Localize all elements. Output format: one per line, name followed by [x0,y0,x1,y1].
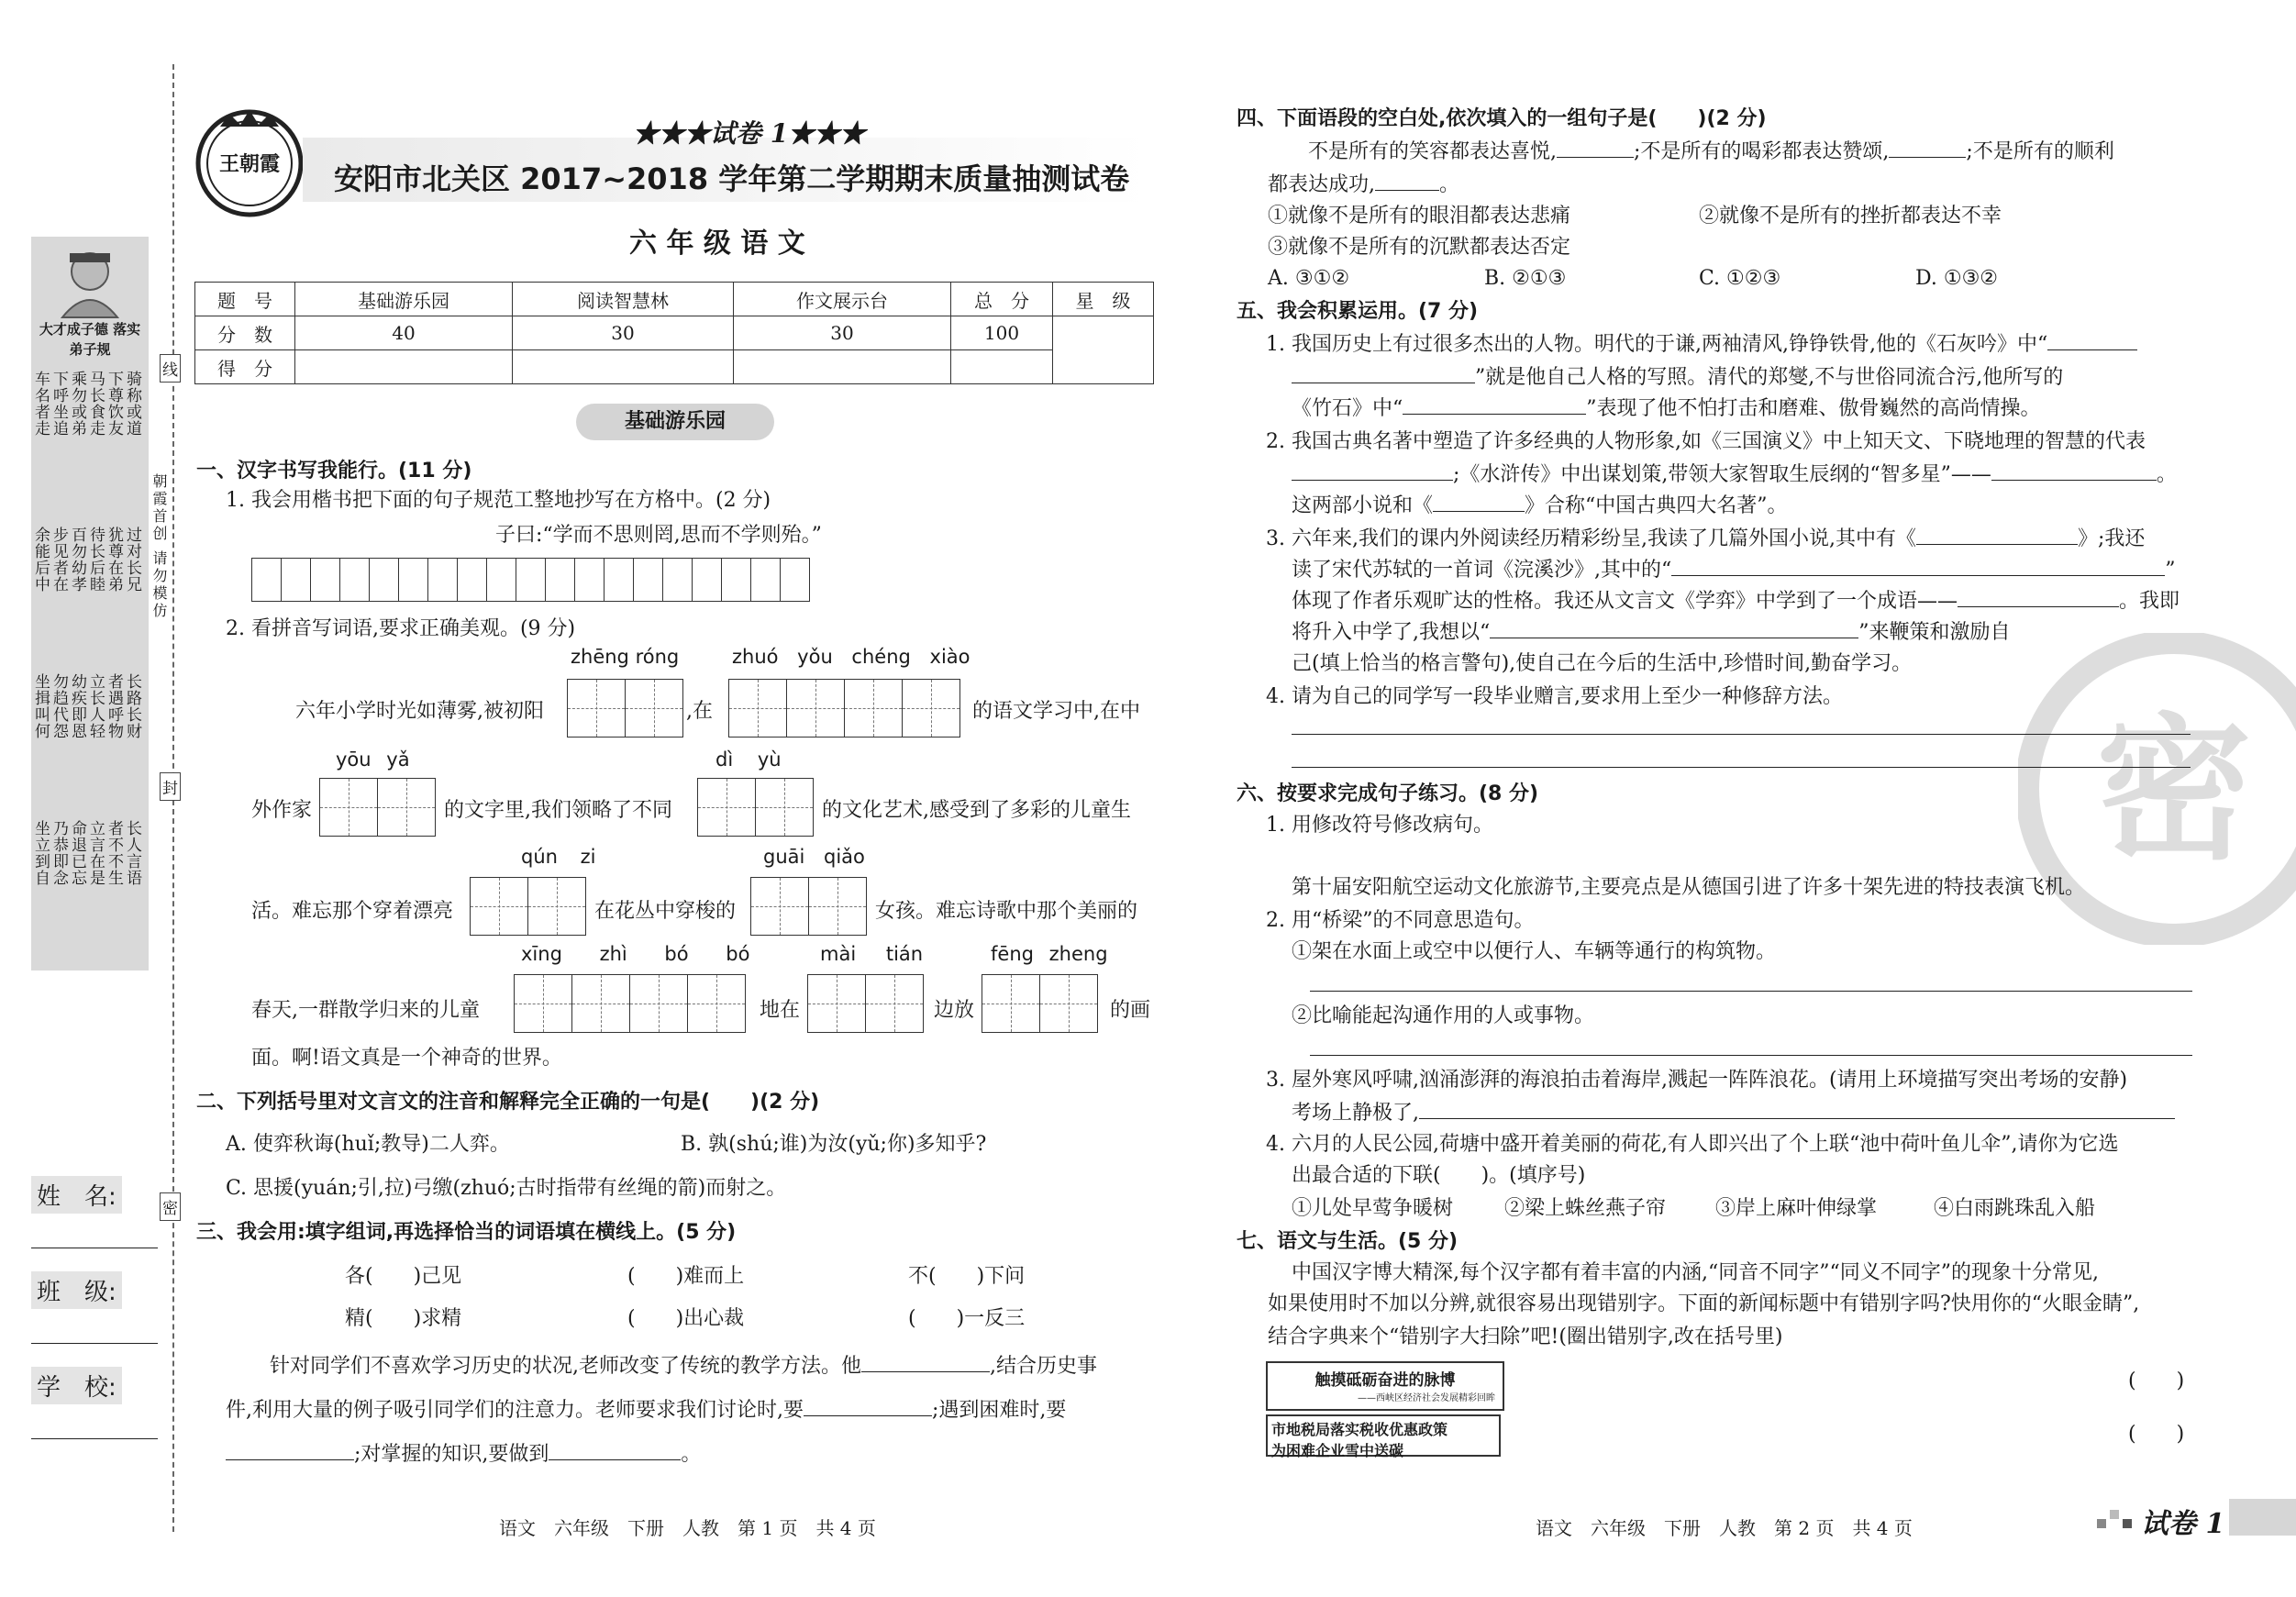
q4-option-1: ①就像不是所有的眼泪都表达悲痛 [1268,205,1571,227]
q5-text: 1. 我国历史上有过很多杰出的人物。明代的于谦,两袖清风,铮铮铁骨,他的《石灰吟》中“ [1266,333,2048,356]
school-field[interactable] [31,1438,158,1439]
pinyin-label: xīng zhì bó bó [521,943,750,965]
q4-text: 都表达成功, [1268,173,1375,196]
verse-block: 骑称或道 下尊饮友 马长食走 乘勿或弟 下呼坐追 车名者走 [31,371,141,437]
q1-sub1: 1. 我会用楷书把下面的句子规范工整地抄写在方格中。(2 分) [226,489,771,512]
svg-text:密: 密 [2095,700,2253,882]
q5-text: 读了宋代苏轼的一首词《浣溪沙》,其中的“ [1292,559,1672,582]
q4-option-2: ②就像不是所有的挫折都表达不幸 [1699,205,2002,227]
q3-word: 精( )求精 [345,1307,462,1330]
tianzige-zhengrong[interactable] [567,679,683,738]
q4-text: ;不是所有的喝彩都表达赞颂, [1634,140,1890,163]
q5-text: 。 [2156,463,2177,486]
q5-s3-line1 [1266,523,2145,556]
q1-line2a: 外作家 [251,799,313,822]
q3-paragraph-line1 [270,1350,1097,1383]
q5-s1-line1 [1266,328,2137,361]
right-footer: 语文 六年级 下册 人教 第 2 页 共 4 页 [1536,1517,1913,1539]
news-headline-1 [1266,1361,1504,1411]
q5-text: ” [2165,559,2176,582]
q5-blank[interactable] [1292,460,1453,481]
corner-dots-icon [2097,1506,2137,1534]
score-input-cell[interactable] [295,350,513,384]
q7-paren-1[interactable]: ( ) [2128,1370,2185,1392]
q5-text: 《竹石》中“ [1292,397,1403,420]
q3-text: ;遇到困难时,要 [932,1399,1067,1422]
exam-title: 安阳市北关区 2017~2018 学年第二学期期末质量抽测试卷 [334,161,1130,196]
verse-block: 过对长兄 犹尊在弟 待长后睦 百勿幼孝 步见者在 余能后中 [31,527,141,593]
tianzige-xingzhibobo[interactable] [514,974,746,1033]
q5-text: 。我即 [2119,590,2180,613]
binding-label-xian: 线 [160,354,181,383]
q5-text: ”就是他自己人格的写照。清代的郑燮,不与世俗同流合污,他所写的 [1475,366,2064,389]
score-table-cell: 100 [951,316,1053,350]
q5-text: ”来鞭策和激励自 [1858,621,2011,644]
sidebar-verses [31,371,141,958]
q2-option-a: A. 使弈秋诲(huǐ;教导)二人弈。 [226,1133,510,1156]
class-label: 班 级: [31,1271,122,1309]
score-input-cell[interactable] [951,350,1053,384]
school-label: 学 校: [31,1367,122,1404]
q3-title: 三、我会用:填字组词,再选择恰当的词语填在横线上。(5 分) [196,1221,737,1244]
q5-text: ;《水浒传》中出谋划策,带领大家智取生辰纲的“智多星”—— [1453,463,1991,486]
section-badge: 基础游乐园 [576,404,774,440]
pinyin-label: guāi qiǎo [763,846,865,868]
q3-text: ;对掌握的知识,要做到 [354,1443,549,1466]
q7-p1: 中国汉字博大精深,每个汉字都有着丰富的内涵,“同音不同字”“同义不同字”的现象十分常见, [1292,1261,2099,1284]
pinyin-label: qún zi [521,846,596,868]
q6-s3a: 3. 屋外寒风呼啸,汹涌澎湃的海浪拍击着海岸,溅起一阵阵浪花。(请用上环境描写突出考场的安静) [1266,1069,2128,1092]
news-headline-1-title: 触摸砥砺奋进的脉博 [1314,1371,1456,1390]
publisher-logo [193,106,306,220]
q6-option-2: ②梁上蛛丝燕子帘 [1504,1197,1667,1220]
sidebar-motto: 大才成子德 落实弟子规 [39,321,141,358]
q5-text: 将升入中学了,我想以“ [1292,621,1491,644]
pinyin-label: mài tián [820,943,924,965]
q3-text: ,结合历史事 [990,1355,1097,1378]
q5-blank[interactable] [1916,524,2078,545]
q5-s4: 4. 请为自己的同学写一段毕业赠言,要求用上至少一种修辞方法。 [1266,685,1843,708]
q3-blank[interactable] [861,1351,990,1372]
q1-line1c: 的语文学习中,在中 [972,700,1140,723]
q5-answer-line[interactable] [1292,734,2191,735]
q3-text: 件,利用大量的例子吸引同学们的注意力。老师要求我们讨论时,要 [226,1399,804,1422]
q4-blank[interactable] [1557,137,1634,158]
q1-title: 一、汉字书写我能行。(11 分) [196,460,472,482]
q6-s2b: ②比喻能起沟通作用的人或事物。 [1292,1004,1595,1027]
q5-text: 这两部小说和《 [1292,494,1434,517]
q6-option-1: ①儿处早莺争暖树 [1292,1197,1454,1220]
q4-text: ;不是所有的顺利 [1966,140,2114,163]
q5-s1-line2 [1292,361,2063,394]
scholar-figure-icon [44,246,136,319]
q3-text: 针对同学们不喜欢学习历史的状况,老师改变了传统的教学方法。他 [270,1355,861,1378]
q3-word: ( )出心裁 [627,1307,745,1330]
q1-line3b: 在花丛中穿梭的 [594,900,737,923]
q6-answer-line[interactable] [1310,991,2192,992]
q1-quote: 子曰:“学而不思则罔,思而不学则殆。” [495,524,822,547]
q3-paragraph-line2 [226,1394,1066,1427]
q1-sub2: 2. 看拼音写词语,要求正确美观。(9 分) [226,617,576,640]
q1-line4d: 的画 [1110,999,1151,1022]
name-label: 姓 名: [31,1176,122,1214]
score-input-cell[interactable] [734,350,951,384]
pinyin-label: dì yù [715,749,782,771]
q5-blank[interactable] [1958,586,2119,607]
q5-s2-line1: 2. 我国古典名著中塑造了许多经典的人物形象,如《三国演义》中上知天文、下晓地理的智慧的代表 [1266,430,2146,453]
q3-blank[interactable] [549,1439,681,1460]
binding-label-feng: 封 [160,772,181,801]
q4-text: 。 [1439,173,1460,196]
score-table-cell: 40 [295,316,513,350]
q4-line2 [1268,169,1459,202]
pinyin-label: fēng zheng [991,943,1108,965]
q5-text: 3. 六年来,我们的课内外阅读经历精彩纷呈,我读了几篇外国小说,其中有《 [1266,527,1916,550]
q1-line1b: ,在 [686,700,713,723]
q6-s2a: ①架在水面上或空中以便行人、车辆等通行的构筑物。 [1292,940,1777,963]
q6-s2: 2. 用“桥梁”的不同意思造句。 [1266,909,1535,932]
q7-p3: 结合字典来个“错别字大扫除”吧!(圈出错别字,改在括号里) [1268,1325,1783,1348]
q4-text: 不是所有的笑容都表达喜悦, [1308,140,1557,163]
score-table-points-row [195,316,1154,350]
score-table-cell: 总 分 [951,283,1053,316]
class-field[interactable] [31,1343,158,1344]
q5-blank[interactable] [1433,491,1525,512]
news-headline-2-line1: 市地税局落实税收优惠政策 [1271,1421,1448,1438]
q5-s3-line3 [1292,585,2180,618]
q5-s2-line3 [1292,490,1788,523]
q1-line2b: 的文字里,我们领略了不同 [444,799,672,822]
q5-text: ”表现了他不怕打击和磨难、傲骨巍然的高尚情操。 [1586,397,2041,420]
score-table-cell: 题 号 [195,283,295,316]
tianzige-fengzheng[interactable] [982,974,1098,1033]
news-headline-2 [1266,1414,1501,1457]
score-table-cell: 星 级 [1053,283,1154,316]
q4-choice-a: A. ③①② [1268,267,1350,290]
score-table-header-row [195,283,1154,316]
q5-blank[interactable] [1671,555,2165,576]
q2-option-c: C. 思援(yuán;引,拉)弓缴(zhuó;古时指带有丝绳的箭)而射之。 [226,1177,787,1200]
q4-line1 [1308,136,2114,169]
q4-blank[interactable] [1375,170,1439,191]
q6-option-3: ③岸上麻叶伸绿掌 [1715,1197,1878,1220]
q3-word: 不( )下问 [908,1265,1026,1288]
tianzige-guaiqiao[interactable] [750,877,867,936]
q4-title: 四、下面语段的空白处,依次填入的一组句子是( )(2 分) [1237,107,1767,130]
q5-text: 》合称“中国古典四大名著”。 [1525,494,1788,517]
q3-word: ( )一反三 [908,1307,1026,1330]
q5-text: 体现了作者乐观旷达的性格。我还从文言文《学弈》中学到了一个成语—— [1292,590,1958,613]
pinyin-label: zhēng róng [571,646,680,668]
tianzige-youya[interactable] [319,778,436,837]
q4-choice-b: B. ②①③ [1484,267,1567,290]
q6-title: 六、按要求完成句子练习。(8 分) [1237,782,1539,805]
q5-s1-line3 [1292,393,2041,426]
logo-text: 王朝霞 [218,152,280,176]
q1-line4c: 边放 [934,999,975,1022]
pinyin-label: zhuó yǒu chéng xiào [732,646,971,668]
q1-line3a: 活。难忘那个穿着漂亮 [251,900,454,923]
q5-blank[interactable] [1490,617,1858,638]
score-input-cell[interactable] [513,350,734,384]
score-table-cell: 分 数 [195,316,295,350]
q3-word: 各( )己见 [345,1265,462,1288]
verse-block: 长路长财 者遇呼物 立长人轻 幼疾即恩 勿趋代怨 坐揖叫何 [31,673,141,739]
score-table-cell: 基础游乐园 [295,283,513,316]
q5-blank[interactable] [1991,460,2157,481]
exam-tag: ★★★试卷 1★★★ [633,118,866,149]
q5-blank[interactable] [2047,329,2137,350]
score-table [194,282,1154,384]
q3-blank[interactable] [804,1395,932,1416]
q5-blank[interactable] [1292,362,1475,383]
q1-line1a: 六年小学时光如薄雾,被初阳 [295,700,544,723]
news-headline-1-sub: ——西峡区经济社会发展精彩回眸 [1358,1393,1495,1403]
q1-line4a: 春天,一群散学归来的儿童 [251,999,480,1022]
q2-option-b: B. 孰(shú;谁)为汝(yǔ;你)多知乎? [681,1133,987,1156]
q5-s3-line5: 己(填上恰当的格言警句),使自己在今后的生活中,珍惜时间,勤奋学习。 [1292,652,1913,675]
pinyin-label: yōu yǎ [336,749,410,771]
q6-answer-line[interactable] [1310,1055,2192,1056]
q1-line2c: 的文化艺术,感受到了多彩的儿童生 [822,799,1131,822]
left-footer: 语文 六年级 下册 人教 第 1 页 共 4 页 [499,1517,876,1539]
q6-text: 考场上静极了, [1292,1102,1419,1125]
q6-s4b: 出最合适的下联( )。(填序号) [1292,1164,1586,1187]
tianzige-zhuoyouchengxiao[interactable] [728,679,960,738]
q7-title: 七、语文与生活。(5 分) [1237,1230,1459,1253]
corner-exam-tag: 试卷 1 [2141,1508,2225,1540]
q4-blank[interactable] [1889,137,1966,158]
q3-paragraph-line3 [226,1438,701,1471]
q6-s1-text: 第十届安阳航空运动文化旅游节,主要亮点是从德国引进了许多十架先进的特技表演飞机。 [1292,876,2085,899]
score-table-cell: 30 [734,316,951,350]
q6-s1: 1. 用修改符号修改病句。 [1266,814,1493,837]
q6-s3b-line [1292,1097,2175,1130]
q1-line5: 面。啊!语文真是一个神奇的世界。 [251,1047,562,1070]
subject-title: 六 年 级 语 文 [629,227,805,260]
score-table-score-row [195,350,1154,384]
q3-word: ( )难而上 [627,1265,745,1288]
q5-s2-line2 [1292,459,2177,492]
tianzige-qunzi[interactable] [470,877,586,936]
q5-s3-line4 [1292,616,2011,649]
q7-p2: 如果使用时不加以分辨,就很容易出现错别字。下面的新闻标题中有错别字吗?快用你的“火眼金睛”, [1268,1292,2140,1315]
star-rating-cell[interactable] [1053,316,1154,384]
q4-choice-c: C. ①②③ [1699,267,1781,290]
corner-gray-bar [2229,1499,2296,1536]
tianzige-diyu[interactable] [697,778,814,837]
q5-answer-line[interactable] [1292,767,2191,768]
score-table-cell: 作文展示台 [734,283,951,316]
verse-block: 长人言语 者不不生 立言在是 命退已忘 乃恭即念 坐立到自 [31,820,141,886]
q3-blank[interactable] [226,1439,354,1460]
score-table-cell: 阅读智慧林 [513,283,734,316]
q5-text: 》;我还 [2077,527,2146,550]
copy-grid[interactable] [251,558,810,602]
q7-paren-2[interactable]: ( ) [2128,1423,2185,1446]
q4-choice-d: D. ①③② [1915,267,1999,290]
q2-title: 二、下列括号里对文言文的注音和解释完全正确的一句是( )(2 分) [196,1091,820,1114]
q5-blank[interactable] [1403,394,1586,415]
q1-line3c: 女孩。难忘诗歌中那个美丽的 [875,900,1138,923]
q4-option-3: ③就像不是所有的沉默都表达否定 [1268,236,1571,259]
q5-title: 五、我会积累运用。(7 分) [1237,300,1479,323]
q1-line4b: 地在 [760,999,801,1022]
q6-s4a: 4. 六月的人民公园,荷塘中盛开着美丽的荷花,有人即兴出了个上联“池中荷叶鱼儿伞”,请你为它选 [1266,1133,2119,1156]
binding-label-mi: 密 [160,1192,181,1221]
q6-option-4: ④白雨跳珠乱入船 [1934,1197,2096,1220]
score-table-cell: 得 分 [195,350,295,384]
q5-s3-line2 [1292,554,2176,587]
q3-text: 。 [681,1443,702,1466]
copyright-note: 朝霞首创 请勿模仿 [150,473,168,621]
tianzige-maitian[interactable] [807,974,924,1033]
news-headline-2-line2: 为困难企业雪中送碳 [1271,1442,1404,1459]
q6-blank[interactable] [1419,1098,2175,1119]
score-table-cell: 30 [513,316,734,350]
